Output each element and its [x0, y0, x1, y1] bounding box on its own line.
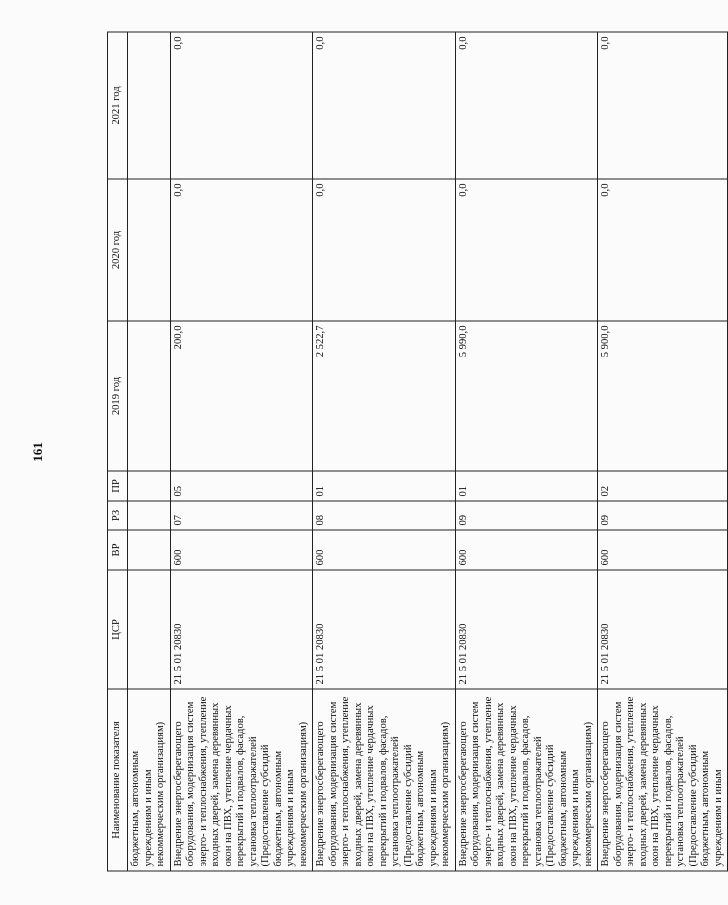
row-vr: 600: [455, 530, 598, 570]
rotated-table-container: [107, 33, 724, 872]
header-name: Наименование показателя: [108, 689, 128, 871]
row-csr: 21 5 01 20830: [313, 570, 456, 689]
row-pr: 01: [313, 471, 456, 501]
row-2021: 0,0: [170, 32, 313, 179]
row-2021: 0,0: [598, 32, 728, 179]
page-number: 161: [30, 442, 45, 462]
table-row: [170, 32, 313, 871]
header-2020: 2020 год: [108, 179, 128, 321]
row-name: Внедрение энергосберегающего оборудования, модернизация систем энерго- и теплоснабжения, утепление входных дверей, замена деревянных окон на ПВХ, утепление чердачных перекрытий и подвалов, фасадов, установка теплоотражателей (Предоставление субсидий бюджетным, автономным учреждениям и иным некоммерческим организациям): [313, 689, 456, 871]
row-2020: 0,0: [170, 179, 313, 321]
row-2020: 0,0: [313, 179, 456, 321]
row-2019: 2 522,7: [313, 321, 456, 471]
row-rz: 07: [170, 501, 313, 530]
header-csr: ЦСР: [108, 570, 128, 689]
row-2020: 0,0: [598, 179, 728, 321]
row-pr: 05: [170, 471, 313, 501]
budget-table: [107, 32, 728, 872]
header-rz: РЗ: [108, 501, 128, 530]
row-2019: 200,0: [170, 321, 313, 471]
row-csr: 21 5 01 20830: [170, 570, 313, 689]
table-header-row: [108, 32, 128, 871]
row-vr: 600: [313, 530, 456, 570]
row-vr: 600: [598, 530, 728, 570]
row-2019: 5 900,0: [598, 321, 728, 471]
table-row: [455, 32, 598, 871]
row-name: Внедрение энергосберегающего оборудования, модернизация систем энерго- и теплоснабжения, утепление входных дверей, замена деревянных окон на ПВХ, утепление чердачных перекрытий и подвалов, фасадов, установка теплоотражателей (Предоставление субсидий бюджетным, автономным учреждениям и иным некоммерческим организациям): [170, 689, 313, 871]
header-vr: ВР: [108, 530, 128, 570]
row-rz: 09: [455, 501, 598, 530]
row-name: Внедрение энергосберегающего оборудования, модернизация систем энерго- и теплоснабжения, утепление входных дверей, замена деревянных окон на ПВХ, утепление чердачных перекрытий и подвалов, фасадов, установка теплоотражателей (Предоставление субсидий бюджетным, автономным учреждениям и иным: [598, 689, 728, 871]
row-2020: 0,0: [455, 179, 598, 321]
row-csr: 21 5 01 20830: [598, 570, 728, 689]
header-2021: 2021 год: [108, 32, 128, 179]
table-row: [598, 32, 728, 871]
row-pr: 02: [598, 471, 728, 501]
row-name: Внедрение энергосберегающего оборудования, модернизация систем энерго- и теплоснабжения, утепление входных дверей, замена деревянных окон на ПВХ, утепление чердачных перекрытий и подвалов, фасадов, установка теплоотражателей (Предоставление субсидий бюджетным, автономным учреждениям и иным некоммерческим организациям): [455, 689, 598, 871]
header-pr: ПР: [108, 471, 128, 501]
continuation-name: бюджетным, автономным учреждениям и иным некоммерческим организациям): [128, 689, 171, 871]
continuation-row: [128, 32, 171, 871]
row-pr: 01: [455, 471, 598, 501]
row-vr: 600: [170, 530, 313, 570]
row-2021: 0,0: [455, 32, 598, 179]
row-rz: 08: [313, 501, 456, 530]
row-2019: 5 990,0: [455, 321, 598, 471]
row-2021: 0,0: [313, 32, 456, 179]
row-rz: 09: [598, 501, 728, 530]
row-csr: 21 5 01 20830: [455, 570, 598, 689]
table-row: [313, 32, 456, 871]
header-2019: 2019 год: [108, 321, 128, 471]
